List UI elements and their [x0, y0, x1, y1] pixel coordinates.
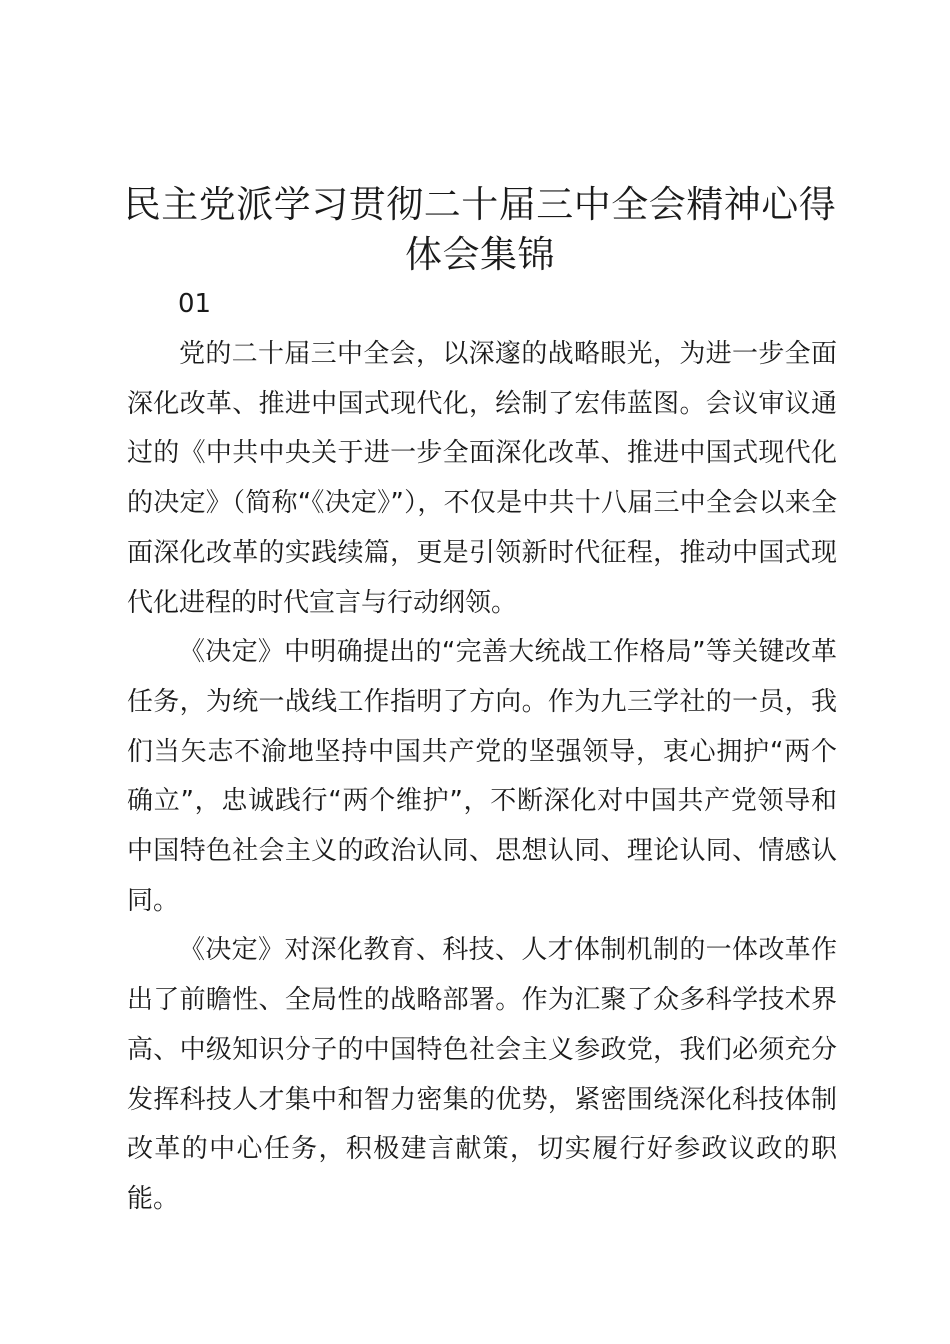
section-number: 01 [178, 289, 212, 319]
document-title: 民主党派学习贯彻二十届三中全会精神心得体会集锦 [123, 183, 837, 276]
paragraph-3: 《决定》对深化教育、科技、人才体制机制的一体改革作出了前瞻性、全局性的战略部署。作为汇聚了众多科学技术界高、中级知识分子的中国特色社会主义参政党，我们必须充分发挥科技人才集中和智力密集的优势，紧密围绕深化科技体制改革的中心任务，积极建言献策，切实履行好参政议政的职能。 [127, 935, 837, 1214]
document-body [127, 330, 837, 1225]
paragraph-2: 《决定》中明确提出的“完善大统战工作格局”等关键改革任务，为统一战线工作指明了方向。作为九三学社的一员，我们当矢志不渝地坚持中国共产党的坚强领导，衷心拥护“两个确立”，忠诚践行“两个维护”，不断深化对中国共产党领导和中国特色社会主义的政治认同、思想认同、理论认同、情感认同。 [127, 637, 837, 916]
paragraph-1: 党的二十届三中全会，以深邃的战略眼光，为进一步全面深化改革、推进中国式现代化，绘制了宏伟蓝图。会议审议通过的《中共中央关于进一步全面深化改革、推进中国式现代化的决定》（简称“《决定》”），不仅是中共十八届三中全会以来全面深化改革的实践续篇，更是引领新时代征程，推动中国式现代化进程的时代宣言与行动纲领。 [127, 339, 837, 618]
